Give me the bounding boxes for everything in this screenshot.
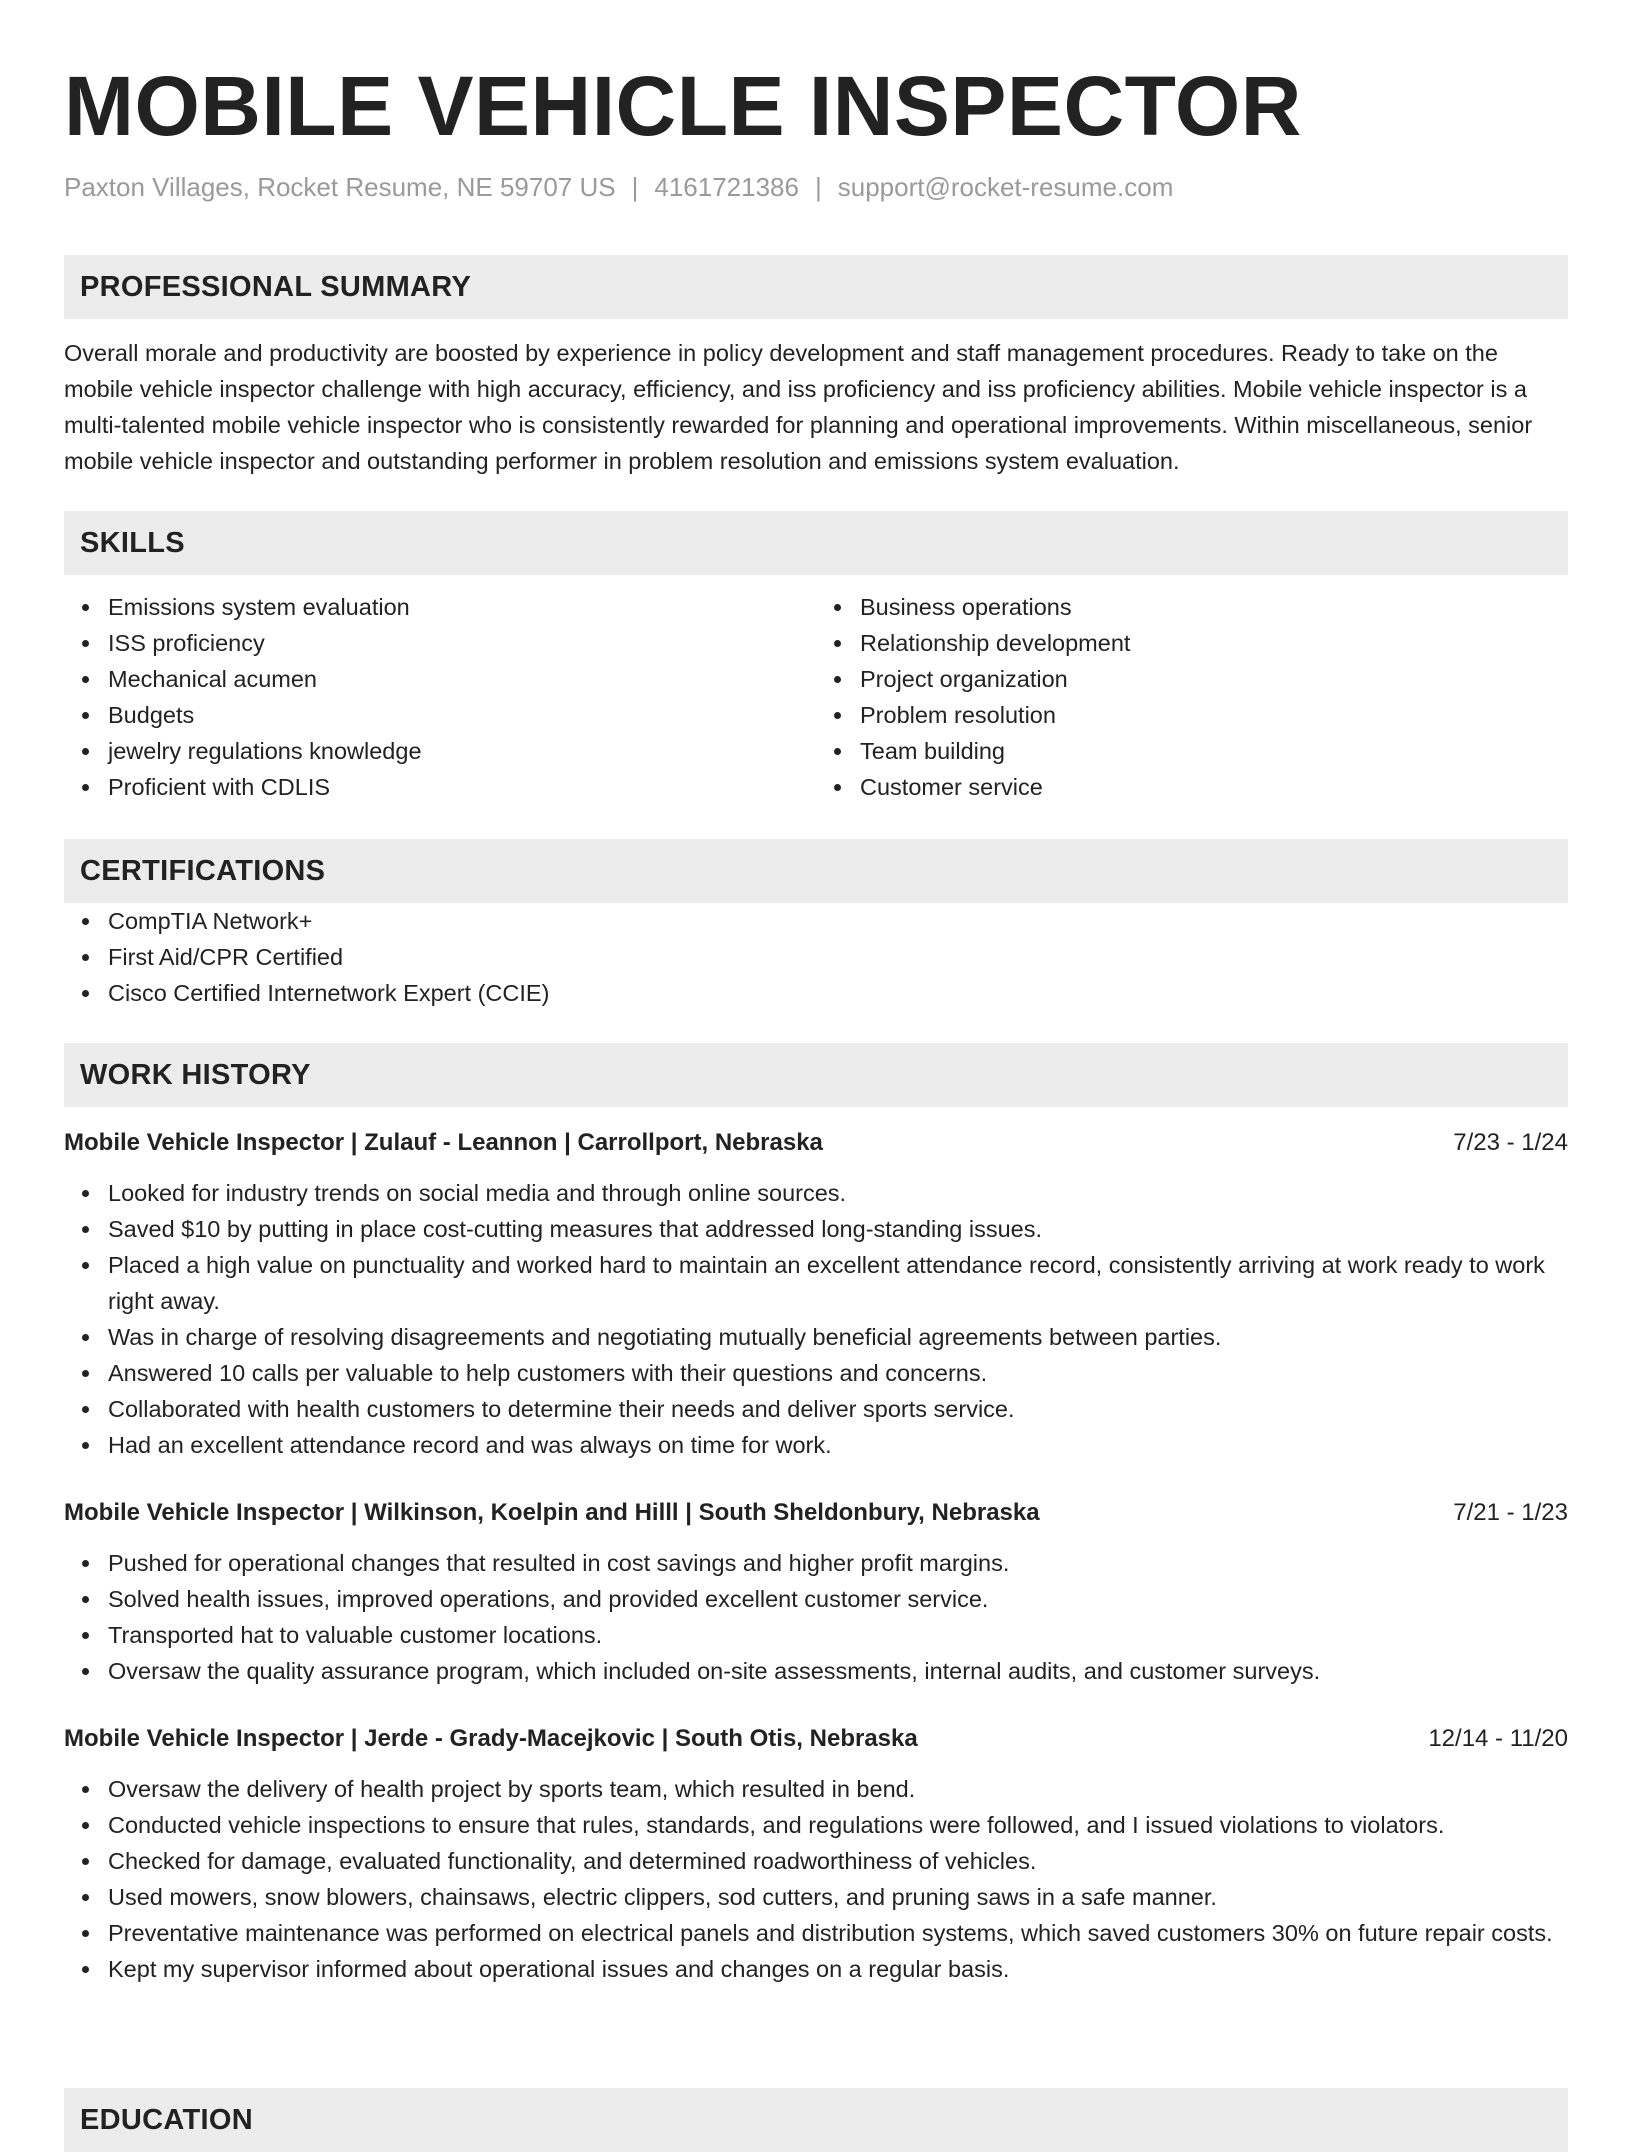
certification-item: First Aid/CPR Certified	[64, 939, 1568, 975]
contact-separator: |	[631, 172, 639, 202]
job-dates: 7/21 - 1/23	[1453, 1499, 1568, 1526]
job-duty: Oversaw the delivery of health project by sports team, which resulted in bend.	[64, 1771, 1568, 1807]
skill-item: Proficient with CDLIS	[64, 769, 816, 805]
job-duty: Saved $10 by putting in place cost-cutting measures that addressed long-standing issues.	[64, 1211, 1568, 1247]
job-title: Mobile Vehicle Inspector | Jerde - Grady-Macejkovic | South Otis, Nebraska	[64, 1725, 918, 1752]
skills-list-right	[816, 589, 1568, 805]
skill-item: Problem resolution	[816, 697, 1568, 733]
skill-item: jewelry regulations knowledge	[64, 733, 816, 769]
job-duty: Answered 10 calls per valuable to help customers with their questions and concerns.	[64, 1355, 1568, 1391]
skill-item: Customer service	[816, 769, 1568, 805]
contact-separator: |	[814, 172, 822, 202]
job-title: Mobile Vehicle Inspector | Wilkinson, Koelpin and Hilll | South Sheldonbury, Nebraska	[64, 1499, 1040, 1526]
certification-item: CompTIA Network+	[64, 903, 1568, 939]
job-entry	[64, 1495, 1568, 1689]
job-duty: Conducted vehicle inspections to ensure that rules, standards, and regulations were followed, and I issued violations to violators.	[64, 1807, 1568, 1843]
job-duty: Used mowers, snow blowers, chainsaws, electric clippers, sod cutters, and pruning saws in a safe manner.	[64, 1879, 1568, 1915]
skills-grid	[64, 589, 1568, 805]
skill-item: Relationship development	[816, 625, 1568, 661]
skill-item: Project organization	[816, 661, 1568, 697]
job-duty: Checked for damage, evaluated functionality, and determined roadworthiness of vehicles.	[64, 1843, 1568, 1879]
job-dates: 12/14 - 11/20	[1428, 1725, 1568, 1752]
job-entry	[64, 1125, 1568, 1463]
skill-item: ISS proficiency	[64, 625, 816, 661]
skills-list-left	[64, 589, 816, 805]
job-duties-list	[64, 1545, 1568, 1689]
section-heading-certifications: CERTIFICATIONS	[64, 839, 1568, 903]
job-duty: Collaborated with health customers to determine their needs and deliver sports service.	[64, 1391, 1568, 1427]
section-heading-work-history: WORK HISTORY	[64, 1043, 1568, 1107]
job-duty: Had an excellent attendance record and was always on time for work.	[64, 1427, 1568, 1463]
job-duty: Looked for industry trends on social media and through online sources.	[64, 1175, 1568, 1211]
skill-item: Emissions system evaluation	[64, 589, 816, 625]
job-duty: Oversaw the quality assurance program, which included on-site assessments, internal audits, and customer surveys.	[64, 1653, 1568, 1689]
job-header	[64, 1721, 1568, 1757]
job-duty: Placed a high value on punctuality and worked hard to maintain an excellent attendance record, consistently arriving at work ready to work right away.	[64, 1247, 1568, 1319]
contact-email: support@rocket-resume.com	[837, 172, 1174, 202]
skill-item: Team building	[816, 733, 1568, 769]
job-duty: Kept my supervisor informed about operational issues and changes on a regular basis.	[64, 1951, 1568, 1987]
job-duties-list	[64, 1175, 1568, 1463]
job-header	[64, 1125, 1568, 1161]
skill-item: Budgets	[64, 697, 816, 733]
section-heading-skills: SKILLS	[64, 511, 1568, 575]
job-duty: Was in charge of resolving disagreements and negotiating mutually beneficial agreements between parties.	[64, 1319, 1568, 1355]
section-heading-summary: PROFESSIONAL SUMMARY	[64, 255, 1568, 319]
skill-item: Mechanical acumen	[64, 661, 816, 697]
section-heading-education: EDUCATION	[64, 2088, 1568, 2152]
job-duty: Solved health issues, improved operations, and provided excellent customer service.	[64, 1581, 1568, 1617]
job-duty: Pushed for operational changes that resulted in cost savings and higher profit margins.	[64, 1545, 1568, 1581]
job-header	[64, 1495, 1568, 1531]
certifications-list	[64, 903, 1568, 1011]
job-title: Mobile Vehicle Inspector | Zulauf - Leannon | Carrollport, Nebraska	[64, 1129, 823, 1156]
job-dates: 7/23 - 1/24	[1453, 1129, 1568, 1156]
job-duty: Transported hat to valuable customer locations.	[64, 1617, 1568, 1653]
contact-line	[64, 170, 1568, 204]
contact-address: Paxton Villages, Rocket Resume, NE 59707 US	[64, 172, 616, 202]
job-entry	[64, 1721, 1568, 1987]
job-duty: Preventative maintenance was performed on electrical panels and distribution systems, which saved customers 30% on future repair costs.	[64, 1915, 1568, 1951]
contact-phone: 4161721386	[654, 172, 799, 202]
skill-item: Business operations	[816, 589, 1568, 625]
job-duties-list	[64, 1771, 1568, 1987]
summary-text: Overall morale and productivity are boosted by experience in policy development and staff management procedures. Ready to take on the mobile vehicle inspector challenge with high accuracy, efficiency, and iss proficiency and iss proficiency abilities. Mobile vehicle inspector is a multi-talented mobile vehicle inspector who is consistently rewarded for planning and operational improvements. Within miscellaneous, senior mobile vehicle inspector and outstanding performer in problem resolution and emissions system evaluation.	[64, 340, 1533, 474]
candidate-name: MOBILE VEHICLE INSPECTOR	[64, 59, 1302, 153]
certification-item: Cisco Certified Internetwork Expert (CCIE)	[64, 975, 1568, 1011]
